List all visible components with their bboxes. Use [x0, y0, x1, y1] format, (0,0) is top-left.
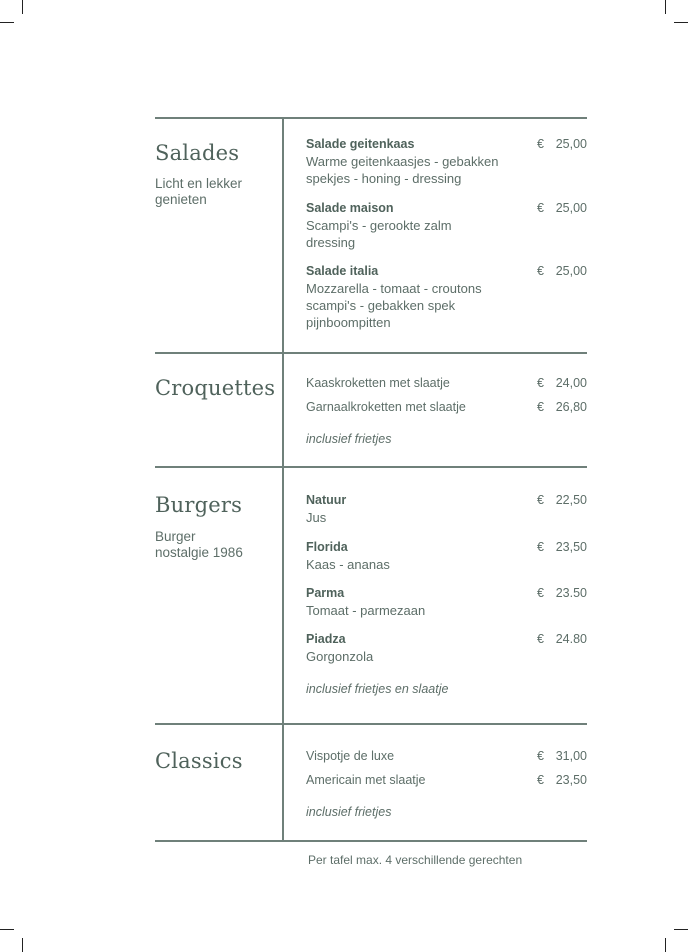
section-divider: [155, 840, 587, 842]
column-divider: [282, 117, 284, 842]
section-divider: [155, 117, 587, 119]
crop-mark: [22, 938, 23, 952]
subtitle-line: Burger: [155, 529, 196, 544]
section-title-burgers: Burgers: [155, 493, 243, 517]
subtitle-line: Licht en lekker: [155, 176, 243, 191]
crop-mark: [674, 22, 688, 23]
menu-item-name: Americain met slaatje: [306, 773, 426, 787]
crop-mark: [665, 0, 666, 14]
section-divider: [155, 466, 587, 468]
section-divider: [155, 352, 587, 354]
menu-item-price: € 23,50: [537, 773, 587, 787]
menu-item-price: € 31,00: [537, 749, 587, 763]
subtitle-line: nostalgie 1986: [155, 545, 243, 560]
section-note: inclusief frietjes: [306, 805, 392, 819]
section-subtitle-salades: [155, 176, 242, 208]
crop-mark: [674, 929, 688, 930]
menu-item-price: € 24,00: [537, 376, 587, 390]
menu-item-description: Kaas - ananas: [306, 557, 390, 572]
menu-item-name: Vispotje de luxe: [306, 749, 395, 763]
menu-item-name: Kaaskroketten met slaatje: [306, 376, 450, 390]
menu-item-description: Mozzarella - tomaat - croutons scampi's - gebakken spek pijnboompitten: [306, 281, 482, 330]
crop-mark: [22, 0, 23, 14]
menu-item-price: € 25,00: [537, 264, 587, 278]
menu-item-name: Florida: [306, 540, 348, 554]
section-divider: [155, 723, 587, 725]
menu-item-description: Jus: [306, 510, 327, 525]
footer-note: Per tafel max. 4 verschillende gerechten: [308, 853, 523, 867]
menu-item-name: Piadza: [306, 632, 346, 646]
section-note: inclusief frietjes en slaatje: [306, 682, 449, 696]
crop-mark: [665, 938, 666, 952]
menu-item-name: Salade maison: [306, 201, 394, 215]
menu-item-name: Parma: [306, 586, 345, 600]
menu-item-price: € 22,50: [537, 493, 587, 507]
section-title-classics: Classics: [155, 749, 243, 773]
menu-item-price: € 25,00: [537, 201, 587, 215]
section-title-salades: Salades: [155, 141, 240, 165]
section-title-croquettes: Croquettes: [155, 376, 276, 400]
menu-item-price: € 23.50: [537, 586, 587, 600]
menu-item-description: Gorgonzola: [306, 649, 374, 664]
crop-mark: [0, 929, 14, 930]
menu-item-description: Warme geitenkaasjes - gebakken spekjes - honing - dressing: [306, 154, 499, 186]
menu-item-name: Natuur: [306, 493, 347, 507]
menu-item-description: Tomaat - parmezaan: [306, 603, 426, 618]
menu-item-name: Salade geitenkaas: [306, 137, 415, 151]
crop-mark: [0, 22, 14, 23]
menu-item-price: € 24.80: [537, 632, 587, 646]
subtitle-line: genieten: [155, 192, 207, 207]
menu-item-price: € 26,80: [537, 400, 587, 414]
section-subtitle-burgers: [155, 529, 243, 561]
menu-item-price: € 23,50: [537, 540, 587, 554]
menu-item-name: Salade italia: [306, 264, 379, 278]
section-note: inclusief frietjes: [306, 432, 392, 446]
menu-item-name: Garnaalkroketten met slaatje: [306, 400, 466, 414]
menu-item-description: Scampi's - gerookte zalm dressing: [306, 218, 452, 250]
menu-item-price: € 25,00: [537, 137, 587, 151]
